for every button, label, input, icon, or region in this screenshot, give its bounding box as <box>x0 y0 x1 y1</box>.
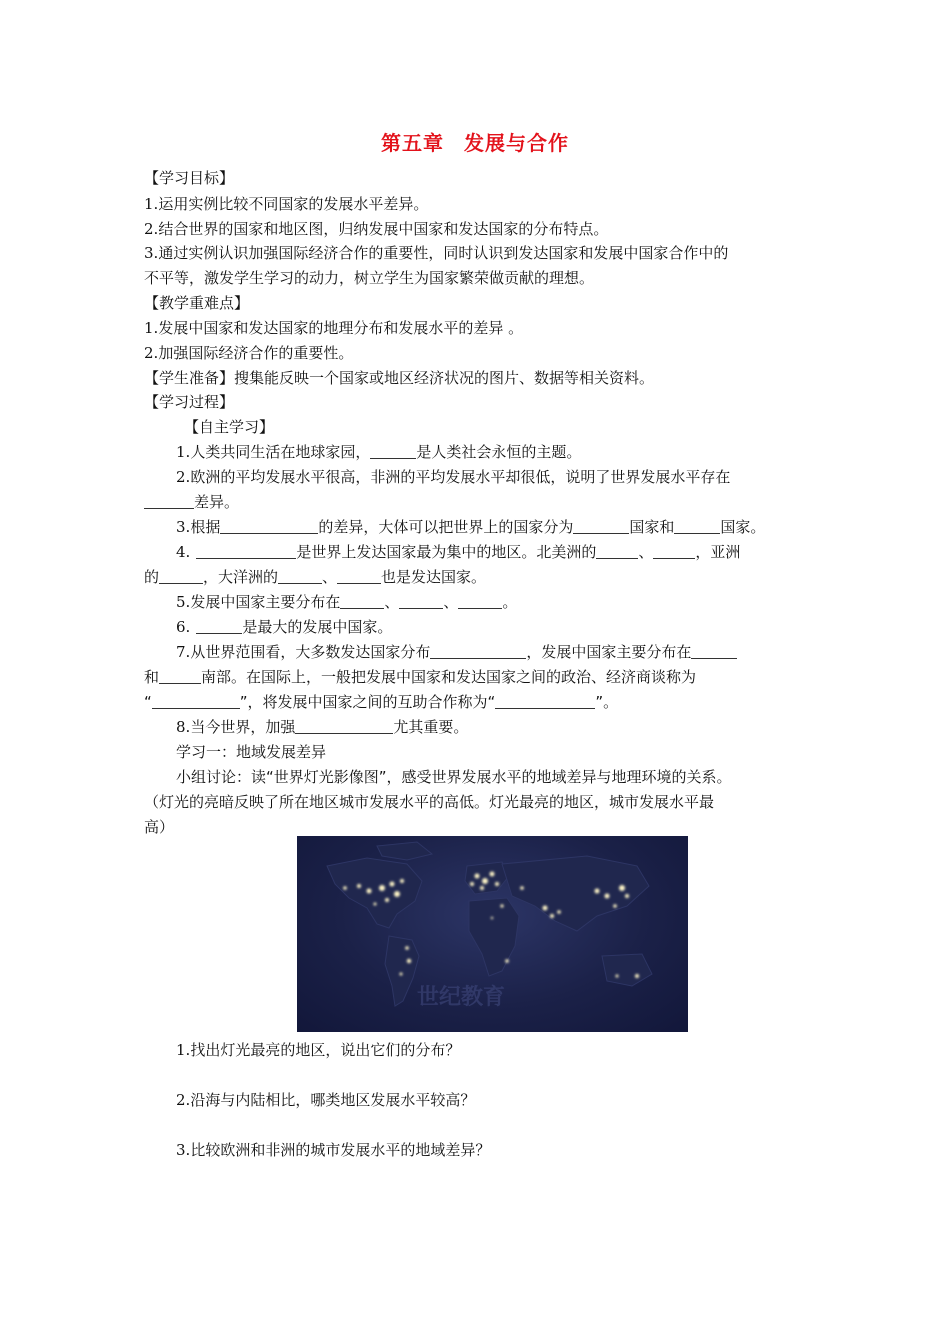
preparation-heading: 【学生准备】 <box>144 369 235 387</box>
fill-question-7-continuation: “ ”，将发展中国家之间的互助合作称为“ ”。 <box>144 693 619 711</box>
process-heading: 【学习过程】 <box>144 393 235 411</box>
fill-question-7-continuation: 和 南部。在国际上，一般把发展中国家和发达国家之间的政治、经济商谈称为 <box>144 668 697 686</box>
fill-question-7: 7.从世界范围看，大多数发达国家分布 ，发展中国家主要分布在 <box>176 642 737 662</box>
chapter-title: 第五章 发展与合作 <box>381 131 569 155</box>
fill-question-6: 6. 是最大的发展中国家。 <box>176 618 393 636</box>
key-point-item: 2.加强国际经济合作的重要性。 <box>144 344 354 362</box>
fill-question-2-continuation: 差异。 <box>144 492 239 512</box>
map-question: 1.找出灯光最亮的地区，说出它们的分布？ <box>176 1041 461 1059</box>
objectives-heading: 【学习目标】 <box>144 169 235 187</box>
fill-question-4-continuation: 的 ，大洋洲的 、 也是发达国家。 <box>144 568 487 586</box>
objective-item: 1.运用实例比较不同国家的发展水平差异。 <box>144 195 429 213</box>
fill-question-3: 3.根据 的差异，大体可以把世界上的国家分为 国家和 国家。 <box>176 518 766 536</box>
preparation-line: 【学生准备】搜集能反映一个国家或地区经济状况的图片、数据等相关资料。 <box>144 369 655 387</box>
map-question: 2.沿海与内陆相比，哪类地区发展水平较高？ <box>176 1091 476 1109</box>
fill-question-2: 2.欧洲的平均发展水平很高，非洲的平均发展水平却很低，说明了世界发展水平存在 <box>176 468 731 486</box>
fill-question-1: 1.人类共同生活在地球家园， 是人类社会永恒的主题。 <box>176 443 582 461</box>
self-study-heading: 【自主学习】 <box>184 418 275 436</box>
world-night-lights-map <box>297 836 688 1032</box>
note-text-continuation: 高） <box>144 818 175 836</box>
objective-item-continuation: 不平等，激发学生学习的动力，树立学生为国家繁荣做贡献的理想。 <box>144 269 595 287</box>
key-point-item: 1.发展中国家和发达国家的地理分布和发展水平的差异 。 <box>144 319 524 337</box>
key-points-heading: 【教学重难点】 <box>144 294 250 312</box>
objective-item: 2.结合世界的国家和地区图，归纳发展中国家和发达国家的分布特点。 <box>144 220 609 238</box>
fill-question-5: 5.发展中国家主要分布在 、 、 。 <box>176 593 518 611</box>
fill-question-8: 8.当今世界，加强 尤其重要。 <box>176 718 469 736</box>
fill-question-4: 4. 是世界上发达国家最为集中的地区。北美洲的 、 ，亚洲 <box>176 543 741 561</box>
study-one-heading: 学习一：地域发展差异 <box>176 743 327 761</box>
objective-item: 3.通过实例认识加强国际经济合作的重要性，同时认识到发达国家和发展中国家合作中的 <box>144 244 729 262</box>
map-watermark: 世纪教育 <box>417 985 506 1010</box>
map-question: 3.比较欧洲和非洲的城市发展水平的地域差异？ <box>176 1141 491 1159</box>
note-text: （灯光的亮暗反映了所在地区城市发展水平的高低。灯光最亮的地区，城市发展水平最 <box>144 793 715 811</box>
discussion-text: 小组讨论：读“世界灯光影像图”，感受世界发展水平的地域差异与地理环境的关系。 <box>176 768 732 786</box>
